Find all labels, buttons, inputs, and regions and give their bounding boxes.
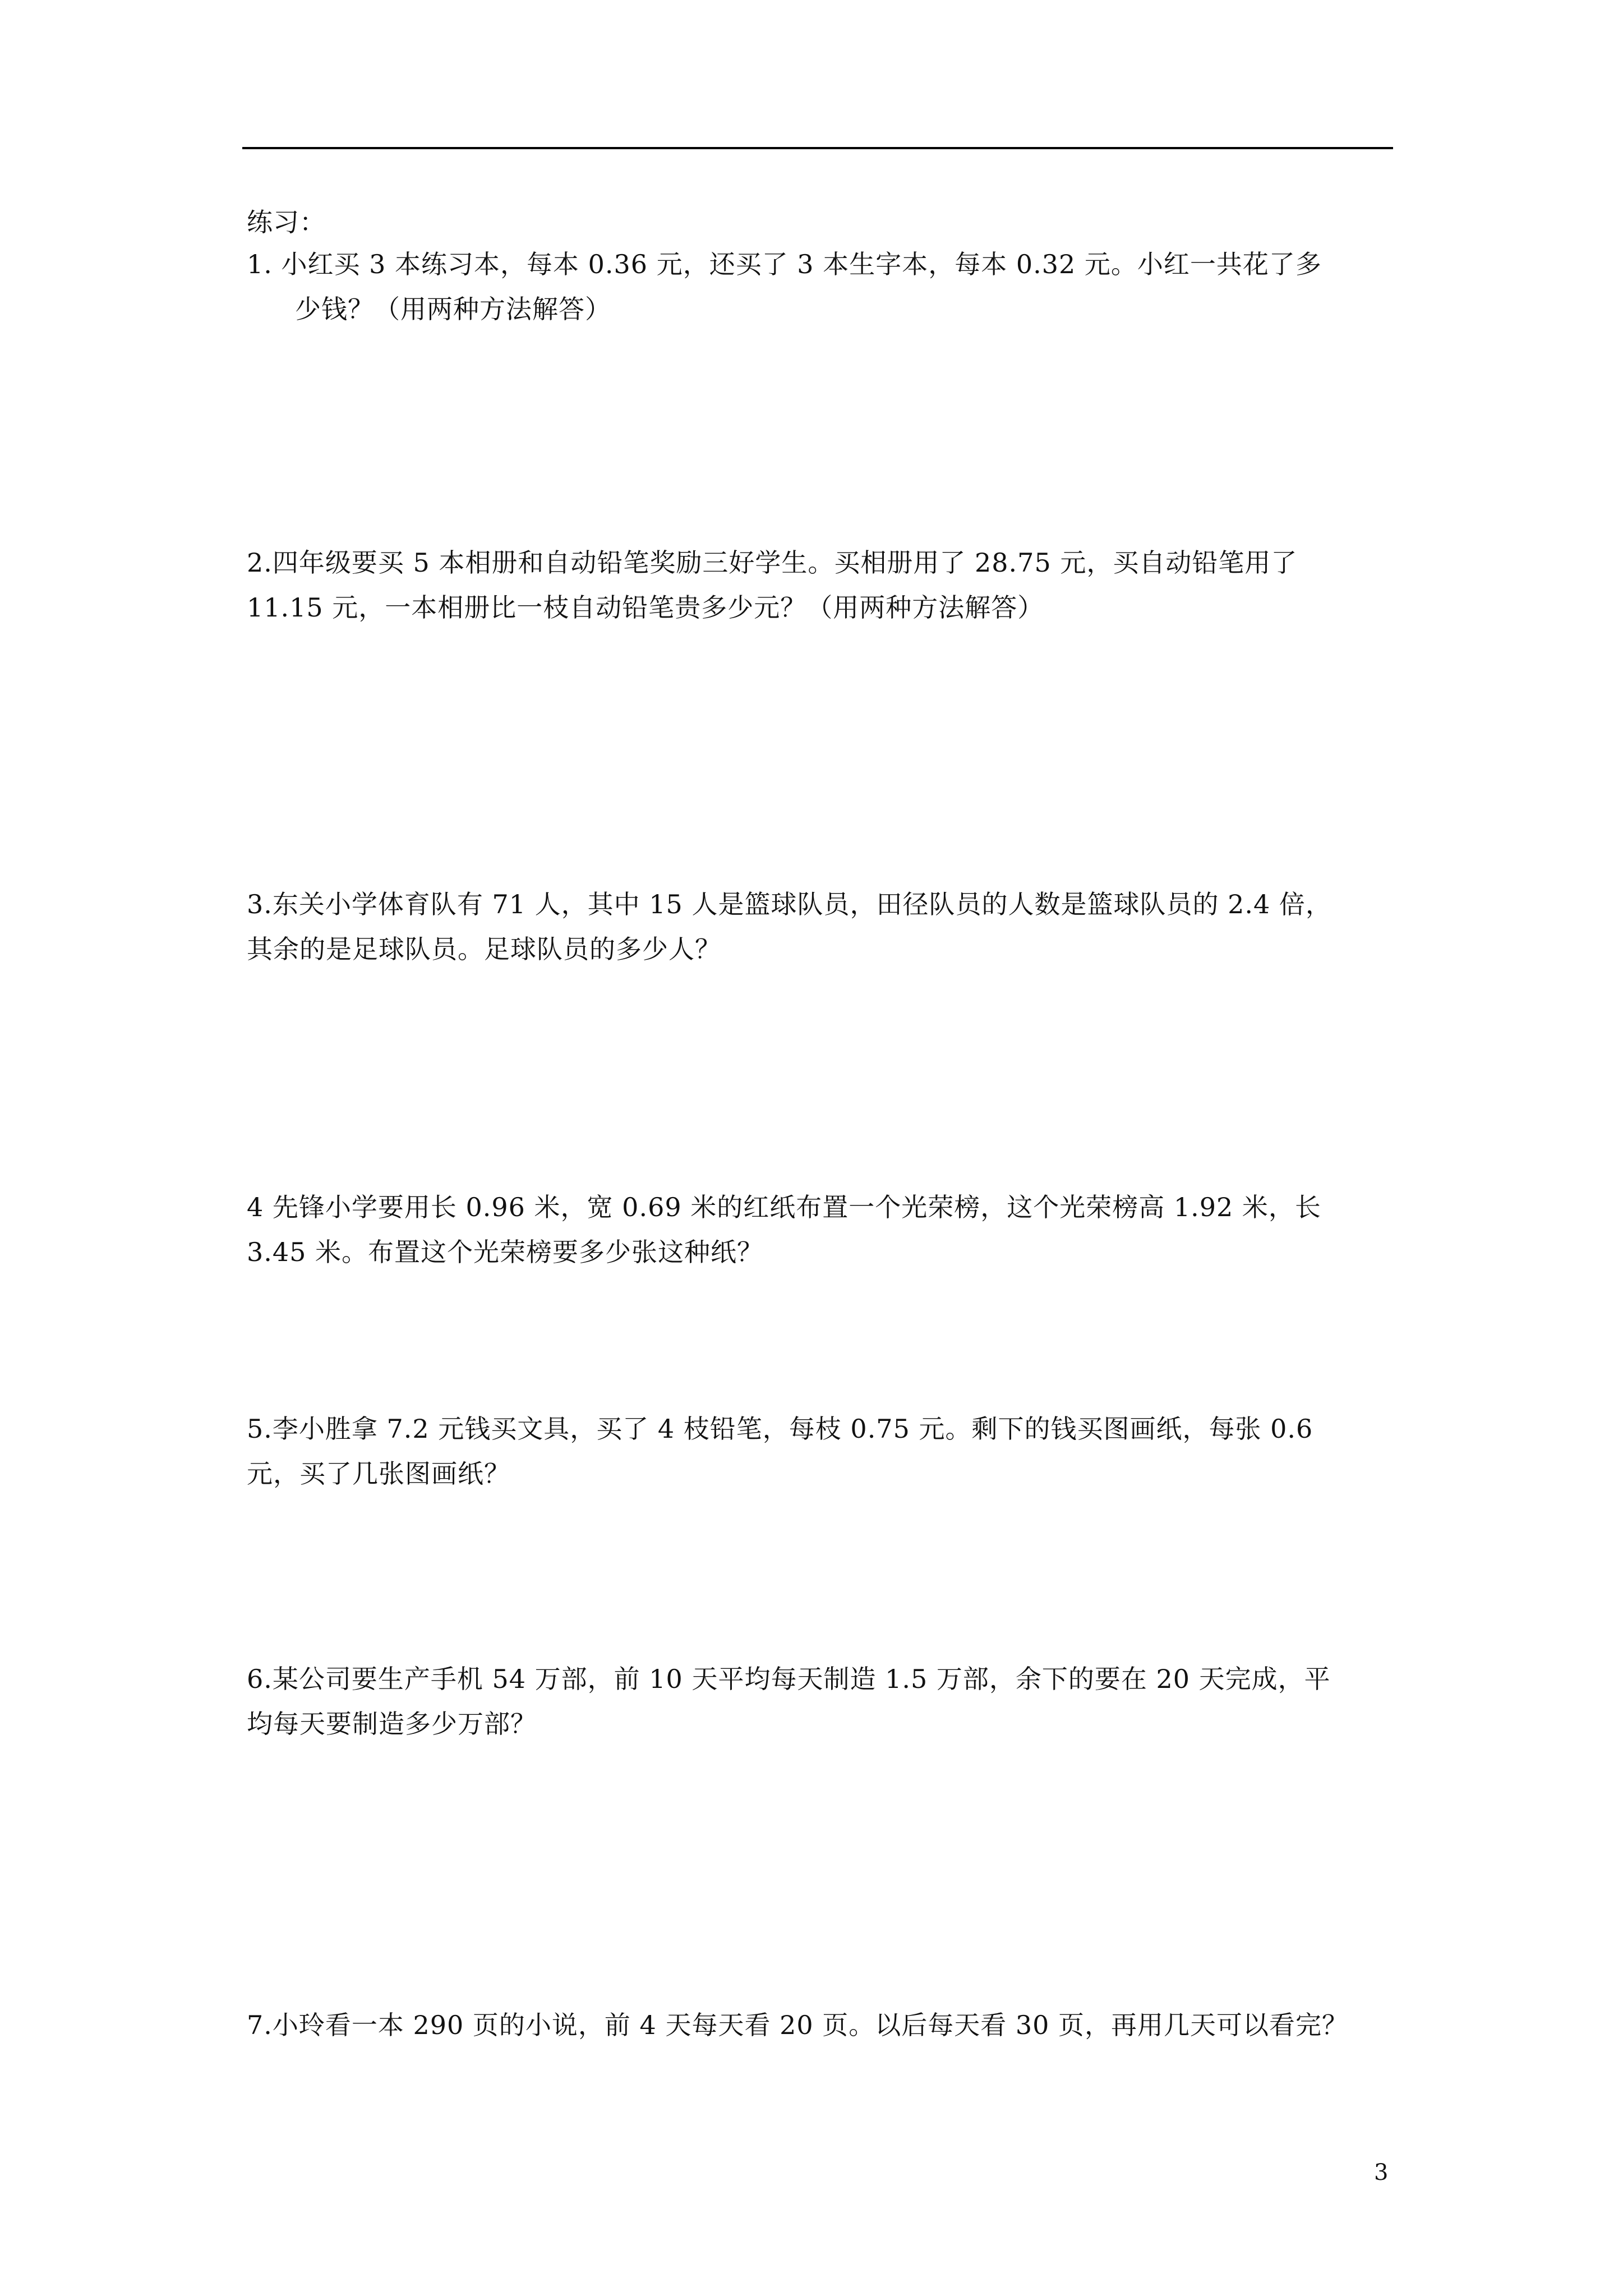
question-4-line-1: 4 先锋小学要用长 0.96 米，宽 0.69 米的红纸布置一个光荣榜，这个光荣榜高 1.92 米，长 <box>247 1192 1321 1222</box>
page-number: 3 <box>1374 2160 1389 2185</box>
question-3-line-2: 其余的是足球队员。足球队员的多少人？ <box>247 934 721 964</box>
question-7-line-1: 7.小玲看一本 290 页的小说，前 4 天每天看 20 页。以后每天看 30 页，再用几天可以看完？ <box>247 2010 1348 2040</box>
question-4-line-2: 3.45 米。布置这个光荣榜要多少张这种纸？ <box>247 1237 764 1267</box>
section-heading: 练习： <box>247 207 326 237</box>
question-6-line-2: 均每天要制造多少万部？ <box>247 1709 537 1739</box>
question-6-line-1: 6.某公司要生产手机 54 万部，前 10 天平均每天制造 1.5 万部，余下的要在 20 天完成，平 <box>247 1664 1331 1694</box>
question-1-line-2: 少钱？（用两种方法解答） <box>295 294 611 324</box>
question-3-line-1: 3.东关小学体育队有 71 人，其中 15 人是篮球队员，田径队员的人数是篮球队员的 2.4 倍， <box>247 889 1332 919</box>
question-5-line-1: 5.李小胜拿 7.2 元钱买文具，买了 4 枝铅笔，每枝 0.75 元。剩下的钱买图画纸，每张 0.6 <box>247 1414 1313 1444</box>
question-1-line-1: 1. 小红买 3 本练习本，每本 0.36 元，还买了 3 本生字本，每本 0.32 元。小红一共花了多 <box>247 249 1322 279</box>
question-5-line-2: 元，买了几张图画纸？ <box>247 1458 510 1489</box>
header-rule <box>242 147 1393 149</box>
question-2-line-2: 11.15 元，一本相册比一枝自动铅笔贵多少元？（用两种方法解答） <box>247 592 1044 623</box>
question-2-line-1: 2.四年级要买 5 本相册和自动铅笔奖励三好学生。买相册用了 28.75 元，买自动铅笔用了 <box>247 547 1298 578</box>
